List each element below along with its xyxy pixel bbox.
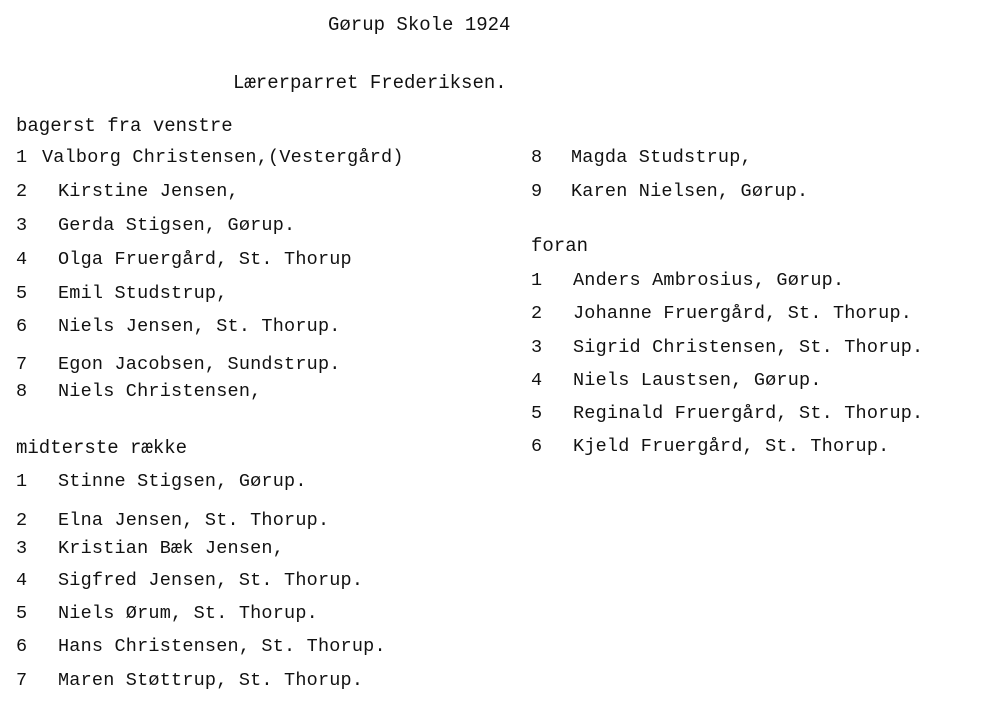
item-number: 6 (16, 636, 28, 657)
item-name: Emil Studstrup, (58, 283, 228, 304)
item-name: Magda Studstrup, (571, 147, 752, 168)
item-name: Kirstine Jensen, (58, 181, 239, 202)
list-item (531, 335, 923, 361)
item-number: 7 (16, 670, 28, 691)
list-item (16, 213, 295, 239)
document-subtitle: Lærerparret Frederiksen. (233, 72, 507, 94)
item-number: 2 (531, 303, 543, 324)
list-item (531, 179, 808, 205)
item-name: Karen Nielsen, Gørup. (571, 181, 809, 202)
item-name: Maren Støttrup, St. Thorup. (58, 670, 364, 691)
list-item (16, 281, 228, 307)
item-number: 3 (16, 215, 28, 236)
item-name: Olga Fruergård, St. Thorup (58, 249, 352, 270)
item-number: 1 (16, 147, 28, 168)
item-name: Anders Ambrosius, Gørup. (573, 270, 845, 291)
list-item (531, 368, 822, 394)
list-item (16, 179, 239, 205)
list-item (531, 401, 923, 427)
item-number: 4 (531, 370, 543, 391)
item-number: 5 (16, 603, 28, 624)
item-number: 1 (531, 270, 543, 291)
front-row-heading: foran (531, 235, 589, 257)
back-row-heading: bagerst fra venstre (16, 115, 233, 137)
list-item (16, 508, 329, 534)
list-item (16, 469, 307, 495)
list-item (16, 568, 363, 594)
list-item (531, 434, 889, 460)
item-name: Stinne Stigsen, Gørup. (58, 471, 307, 492)
item-number: 3 (16, 538, 28, 559)
item-name: Reginald Fruergård, St. Thorup. (573, 403, 924, 424)
list-item (531, 145, 752, 171)
document-title: Gørup Skole 1924 (328, 14, 511, 36)
item-name: Sigfred Jensen, St. Thorup. (58, 570, 364, 591)
list-item (531, 301, 912, 327)
item-number: 8 (16, 381, 28, 402)
item-number: 5 (531, 403, 543, 424)
item-number: 4 (16, 570, 28, 591)
list-item (16, 352, 341, 378)
list-item (16, 536, 284, 562)
item-number: 8 (531, 147, 543, 168)
item-name: Kristian Bæk Jensen, (58, 538, 285, 559)
item-name: Johanne Fruergård, St. Thorup. (573, 303, 913, 324)
list-item (16, 247, 352, 273)
item-name: Hans Christensen, St. Thorup. (58, 636, 386, 657)
item-number: 4 (16, 249, 28, 270)
item-number: 7 (16, 354, 28, 375)
item-name: Elna Jensen, St. Thorup. (58, 510, 330, 531)
item-number: 2 (16, 181, 28, 202)
list-item (16, 314, 341, 340)
item-name: Egon Jacobsen, Sundstrup. (58, 354, 341, 375)
item-name: Kjeld Fruergård, St. Thorup. (573, 436, 890, 457)
list-item (16, 668, 363, 694)
middle-row-heading: midterste række (16, 437, 188, 459)
item-name: Gerda Stigsen, Gørup. (58, 215, 296, 236)
item-name: Valborg Christensen,(Vestergård) (42, 147, 404, 168)
item-number: 9 (531, 181, 543, 202)
item-name: Niels Christensen, (58, 381, 262, 402)
item-name: Niels Ørum, St. Thorup. (58, 603, 318, 624)
item-number: 2 (16, 510, 28, 531)
item-number: 6 (531, 436, 543, 457)
item-number: 5 (16, 283, 28, 304)
list-item (16, 601, 318, 627)
list-item (16, 634, 386, 660)
item-name: Niels Laustsen, Gørup. (573, 370, 822, 391)
item-name: Sigrid Christensen, St. Thorup. (573, 337, 924, 358)
item-number: 3 (531, 337, 543, 358)
item-number: 6 (16, 316, 28, 337)
item-number: 1 (16, 471, 28, 492)
item-name: Niels Jensen, St. Thorup. (58, 316, 341, 337)
list-item (531, 268, 844, 294)
list-item (16, 379, 261, 405)
list-item (16, 145, 404, 171)
